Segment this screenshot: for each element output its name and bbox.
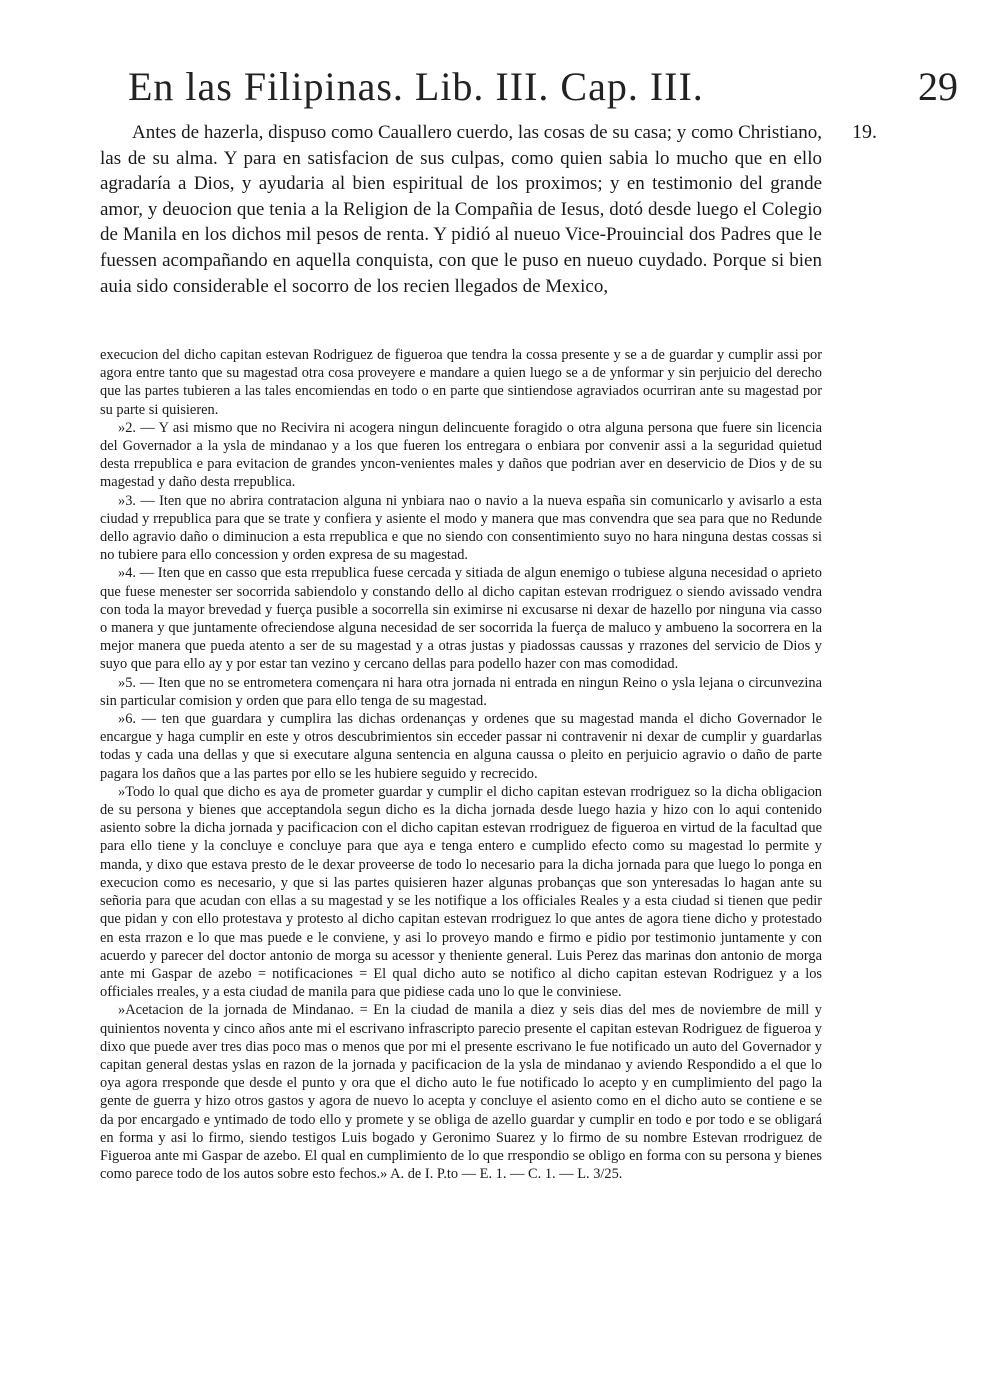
running-head: En las Filipinas. Lib. III. Cap. III. bbox=[128, 64, 704, 109]
quote-paragraph: »Acetacion de la jornada de Mindanao. = En la ciudad de manila a diez y seis dias del mes de noviembre de mill y quinientos noventa y cinco años ante mi el escrivano infrascripto parecio presente el capitan estevan Rodriguez de figueroa y dixo que puede aver tres dias poco mas o menos que por mi el presente escrivano le fue notificado un auto del Governador y capitan general destas yslas en razon de la jornada y pacificacion de la ysla de mindanao y aviendo Respondido a el que lo oya agora rresponde que desde el punto y ora que el dicho auto le fue notificado lo acepto y en cumplimiento del pago la gente de guerra y hizo otros gastos y agora de nuevo lo acepta y concluye el asiento como en el dicho auto se contiene e se da por encargado e yntimado de todo ello y promete y se obliga de azello guardar y cumplir en todo e por todo e se obligará en forma y asi lo firmo, siendo testigos Luis bogado y Geronimo Suarez y lo firmo de su nombre Estevan rrodriguez de Figueroa ante mi Gaspar de azebo. El qual en cumplimiento de lo que rrespondio se obligo en forma con su persona y bienes como parece todo de los autos sobre esto fechos.» A. de I. P.to — E. 1. — C. 1. — L. 3/25. bbox=[100, 1002, 822, 1183]
quote-paragraph: »5. — Iten que no se entrometera començara ni hara otra jornada ni entrada en ningun Reino o ysla lejana o circunvezina sin particular comision y orden que para ello tenga de su magestad. bbox=[100, 674, 822, 709]
quote-paragraph: execucion del dicho capitan estevan Rodriguez de figueroa que tendra la cossa presente y se a de guardar y cumplir assi por agora entre tanto que su magestad otra cosa proveyere e mandare a quien luego se a de ynformar y sin perjuicio del derecho que las partes tubieren a las tales encomiendas en todo o en parte que sintiendose agraviados ocurriran ante su magestad por su parte si quisieren. bbox=[100, 347, 822, 418]
page-number: 29 bbox=[918, 64, 958, 109]
quote-paragraph: »4. — Iten que en casso que esta rrepublica fuese cercada y sitiada de algun enemigo o tubiese alguna necesidad o aprieto que fuese menester ser socorrida sabiendolo y constando dello al dicho capitan estevan rrodriguez o siendo avissado vendra con toda la mayor brevedad y fuerça pusible a socorrella sin eximirse ni excusarse ni dexar de hazello por ninguna via casso o manera y que juntamente ofreciendose alguna necesidad de ser socorrida la fuerça de maluco y ambueno la socorrera en la mejor manera que pueda atento a ser de su magestad y a otras justas y piadossas caussas y rrazones del servicio de Dios y suyo que para ello ay y por estar tan vezino y cercano dellas para podello hazer con mas comodidad. bbox=[100, 565, 822, 673]
body-paragraph: Antes de hazerla, dispuso como Cauallero cuerdo, las cosas de su casa; y como Christiano, las de su alma. Y para en satisfacion de sus culpas, como quien sabia lo mucho que en ello agradaría a Dios, y ayudaria al bien espiritual de los proximos; y en testimonio del grande amor, y deuocion que tenia a la Religion de la Compañia de Iesus, dotó desde luego el Colegio de Manila en los dichos mil pesos de renta. Y pidió al nueuo Vice-Prouincial dos Padres que le fuessen acompañando en aquella conquista, con que le puso en nueuo cuydado. Porque si bien auia sido considerable el socorro de los recien llegados de Mexico, bbox=[100, 122, 822, 297]
quote-paragraph: »3. — Iten que no abrira contratacion alguna ni ynbiara nao o navio a la nueva españa sin comunicarlo y avisarlo a esta ciudad y rrepublica para que se trate y confiera y asiente el modo y manera que mas convendra que sea para que no Redunde dello agravio daño o diminucion a esta rrepublica e que no siendo con consentimiento suyo no hara ninguna destas cossas si no tubiere para ello concession y orden expresa de su magestad. bbox=[100, 492, 822, 564]
quote-paragraph: »Todo lo qual que dicho es aya de prometer guardar y cumplir el dicho capitan estevan rrodriguez so la dicha obligacion de su persona y bienes que acceptandola segun dicho es la dicha jornada desde luego hazia y hizo con lo aqui contenido asiento sobre la dicha jornada y pacificacion con el dicho capitan estevan rrodriguez de figueroa en virtud de la facultad que para ello tiene y la concluye e concluye para que aya e tenga entero e cumplido efecto como su magestad lo permite y manda, y dixo que estava presto de le dexar proveerse de todo lo necesario para la dicha jornada para que luego lo ponga en execucion como es necesario, y que si las partes quisieren hazer algunas probanças que son ynteresadas lo hagan ante su señoria para que acudan con ellas a su magestad y se les notifique a los officiales Reales y a esta ciudad si tienen que pedir que pidan y con ello protestava y protesto al dicho capitan estevan rrodriguez lo que antes de agora tiene dicho y protestado en esta rrazon e lo que mas puede e le conviene, y asi lo proveyo mando e firmo e pidio por testimonio juntamente y con acuerdo y parecer del doctor antonio de morga su acessor y theniente general. Luis Perez das marinas don antonio de morga ante mi Gaspar de azebo = notificaciones = El qual dicho auto se notifico al dicho capitan estevan Rodriguez y a los officiales rreales, y a esta ciudad de manila para que pidiese cada uno lo que le conviniese. bbox=[100, 783, 822, 1001]
quote-paragraph: »2. — Y asi mismo que no Recivira ni acogera ningun delincuente foragido o otra alguna persona que fuere sin licencia del Governador a la ysla de mindanao y a los que fueren los entregara o enbiara por convenir assi a la seguridad quietud desta rrepublica e para evitacion de grandes yncon-venientes males y daños que podrian aver en deservicio de Dios y de su magestad y daño desta rrepublica. bbox=[100, 419, 822, 491]
body-text bbox=[100, 120, 822, 299]
page-header bbox=[128, 62, 958, 122]
document-quotation bbox=[100, 346, 822, 1183]
quote-paragraph: »6. — ten que guardara y cumplira las dichas ordenanças y ordenes que su magestad manda el dicho Governador le encargue y haga cumplir en este y otros descubrimientos sin ecceder passar ni contravenir ni dexar de cumplir y guardarlas todas y cada una dellas y que si executare alguna sentencia en alguna caussa o pleito en perjuicio agravio o daño de parte pagara los daños que a las partes por ello se les hubiere seguido y recrecido. bbox=[100, 711, 822, 782]
margin-section-number: 19. bbox=[852, 121, 877, 143]
